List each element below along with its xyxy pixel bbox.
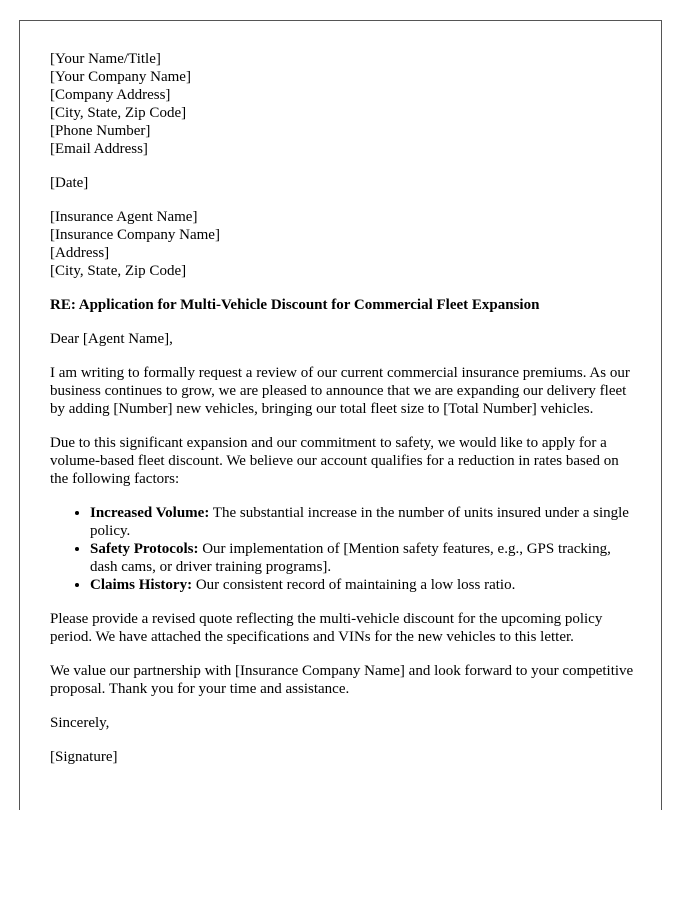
- list-item: [90, 576, 640, 594]
- letter-page: [19, 20, 662, 810]
- closing: Sincerely,: [50, 715, 110, 731]
- paragraph-1: [50, 364, 640, 418]
- paragraph-4-text: We value our partnership with [Insurance Company Name] and look forward to your competitive proposal. Thank you for your time and assistance.: [50, 663, 634, 697]
- factors-list: [50, 504, 640, 594]
- subject-line: RE: Application for Multi-Vehicle Discount for Commercial Fleet Expansion: [50, 297, 540, 313]
- date-block: [50, 174, 640, 192]
- factor-label: Increased Volume:: [90, 505, 210, 521]
- paragraph-2-text: Due to this significant expansion and our commitment to safety, we would like to apply for a volume-based fleet discount. We believe our account qualifies for a reduction in rates based on the following factors:: [50, 435, 619, 487]
- recipient-block: [50, 208, 640, 280]
- paragraph-2: [50, 434, 640, 488]
- paragraph-3: [50, 610, 640, 646]
- factor-label: Safety Protocols:: [90, 541, 199, 557]
- signature-block: [50, 748, 640, 766]
- recipient-agent: [Insurance Agent Name]: [50, 209, 198, 225]
- subject-block: [50, 296, 640, 314]
- sender-city-state-zip: [City, State, Zip Code]: [50, 105, 187, 121]
- salutation: Dear [Agent Name],: [50, 331, 173, 347]
- sender-phone: [Phone Number]: [50, 123, 151, 139]
- letter-content: [50, 50, 640, 782]
- sender-email: [Email Address]: [50, 141, 148, 157]
- sender-name-title: [Your Name/Title]: [50, 51, 161, 67]
- salutation-block: [50, 330, 640, 348]
- factor-text: Our consistent record of maintaining a low loss ratio.: [192, 577, 516, 593]
- recipient-company: [Insurance Company Name]: [50, 227, 220, 243]
- signature: [Signature]: [50, 749, 118, 765]
- paragraph-3-text: Please provide a revised quote reflecting the multi-vehicle discount for the upcoming policy period. We have attached the specifications and VINs for the new vehicles to this letter.: [50, 611, 603, 645]
- paragraph-4: [50, 662, 640, 698]
- paragraph-1-text: I am writing to formally request a review of our current commercial insurance premiums. As our business continues to grow, we are pleased to announce that we are expanding our delivery fleet by adding [Number] new vehicles, bringing our total fleet size to [Total Number] vehicles.: [50, 365, 630, 417]
- recipient-city-state-zip: [City, State, Zip Code]: [50, 263, 187, 279]
- sender-block: [50, 50, 640, 158]
- factor-label: Claims History:: [90, 577, 193, 593]
- factor-text: Our implementation of [Mention safety features, e.g., GPS tracking, dash cams, or driver training programs].: [90, 541, 611, 575]
- letter-date: [Date]: [50, 175, 89, 191]
- closing-block: [50, 714, 640, 732]
- factor-text: The substantial increase in the number of units insured under a single policy.: [90, 505, 629, 539]
- sender-address: [Company Address]: [50, 87, 171, 103]
- list-item: [90, 540, 640, 576]
- recipient-address: [Address]: [50, 245, 110, 261]
- sender-company: [Your Company Name]: [50, 69, 191, 85]
- list-item: [90, 504, 640, 540]
